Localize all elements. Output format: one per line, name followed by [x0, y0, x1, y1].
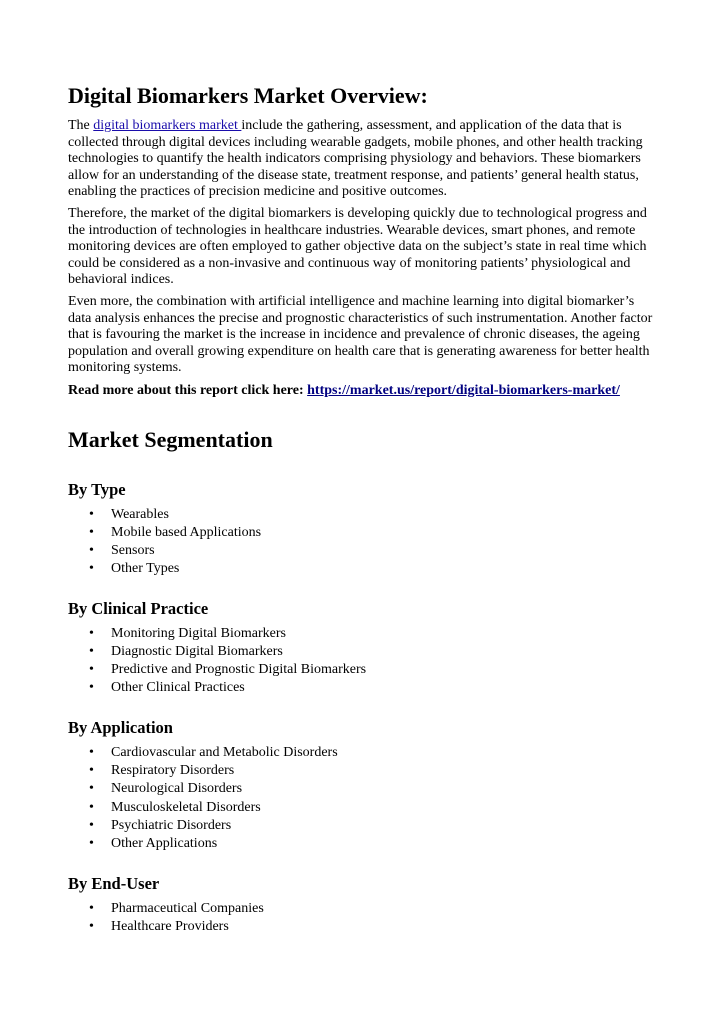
bullet-icon: •: [89, 625, 94, 641]
list-item-label: Neurological Disorders: [111, 781, 243, 797]
by-end-user-heading: By End-User: [68, 873, 160, 893]
bullet-icon: •: [89, 799, 94, 815]
bullet-icon: •: [89, 542, 94, 558]
list-item: [68, 900, 658, 918]
overview-paragraph-2: Therefore, the market of the digital biomarkers is developing quickly due to technological progress and the introduction of technologies in healthcare industries. Wearable devices, smart phones, and remote monitoring devices are often employed to gather objective data on the subject’s state in real time which could be considered as a non-invasive and continuous way of monitoring patients’ physiological and behavioral indices.: [68, 205, 647, 288]
list-item: [68, 744, 658, 762]
overview-paragraph-3: Even more, the combination with artificial intelligence and machine learning into digital biomarker’s data analysis enhances the precise and prognostic characteristics of such instrumentation. Another factor that is favouring the market is the increase in incidence and prevalence of chronic diseases, the ageing population and overall growing expenditure on health care that is generating awareness for better health monitoring systems.: [68, 293, 653, 376]
list-item-label: Other Types: [111, 560, 180, 576]
by-clinical-practice-heading: By Clinical Practice: [68, 598, 209, 618]
bullet-icon: •: [89, 781, 94, 797]
list-item-label: Wearables: [111, 506, 169, 522]
document-page: [68, 82, 658, 936]
list-item-label: Pharmaceutical Companies: [111, 900, 264, 916]
by-application-heading: By Application: [68, 718, 173, 738]
bullet-icon: •: [89, 817, 94, 833]
list-item: [68, 524, 658, 542]
bullet-icon: •: [89, 763, 94, 779]
list-item-label: Psychiatric Disorders: [111, 817, 232, 833]
bullet-icon: •: [89, 680, 94, 696]
overview-paragraph-1: [68, 118, 658, 201]
list-item-label: Healthcare Providers: [111, 918, 229, 934]
by-application-list: [68, 744, 658, 853]
bullet-icon: •: [89, 918, 94, 934]
list-item: [68, 780, 658, 798]
by-type-list: [68, 506, 658, 578]
overview-title: Digital Biomarkers Market Overview:: [68, 83, 428, 108]
list-item-label: Mobile based Applications: [111, 524, 262, 540]
by-clinical-practice-list: [68, 625, 658, 697]
by-type-heading: By Type: [68, 479, 126, 499]
list-item: [68, 643, 658, 661]
digital-biomarkers-market-link[interactable]: digital biomarkers market: [93, 118, 242, 133]
list-item: [68, 835, 658, 853]
paragraph-1-body: include the gathering, assessment, and application of the data that is collected through digital devices including wearable gadgets, mobile phones, and other health tracking technologies to quantify the health indicators comprising physiology and behaviors. These biomarkers allow for an understanding of the disease state, treatment response, and patients’ general health status, enabling the practices of precision medicine and positive outcomes.: [68, 118, 643, 200]
list-item-label: Other Applications: [111, 835, 218, 851]
list-item-label: Sensors: [111, 542, 155, 558]
list-item-label: Cardiovascular and Metabolic Disorders: [111, 745, 338, 761]
bullet-icon: •: [89, 560, 94, 576]
list-item-label: Respiratory Disorders: [111, 763, 235, 779]
bullet-icon: •: [89, 900, 94, 916]
paragraph-1-intro: The: [68, 118, 94, 133]
by-end-user-list: [68, 900, 658, 936]
bullet-icon: •: [89, 506, 94, 522]
report-link[interactable]: https://market.us/report/digital-biomarkers-market/: [307, 382, 620, 398]
market-segmentation-title: Market Segmentation: [68, 426, 273, 452]
bullet-icon: •: [89, 835, 94, 851]
list-item: [68, 560, 658, 578]
list-item: [68, 625, 658, 643]
list-item-label: Predictive and Prognostic Digital Biomarkers: [111, 662, 367, 678]
list-item: [68, 506, 658, 524]
bullet-icon: •: [89, 745, 94, 761]
list-item: [68, 817, 658, 835]
list-item-label: Diagnostic Digital Biomarkers: [111, 643, 283, 659]
list-item: [68, 918, 658, 936]
bullet-icon: •: [89, 662, 94, 678]
list-item: [68, 661, 658, 679]
list-item: [68, 762, 658, 780]
bullet-icon: •: [89, 524, 94, 540]
bullet-icon: •: [89, 643, 94, 659]
list-item: [68, 542, 658, 560]
list-item: [68, 679, 658, 697]
list-item-label: Musculoskeletal Disorders: [111, 799, 261, 815]
read-more-label: Read more about this report click here:: [68, 382, 308, 398]
list-item-label: Other Clinical Practices: [111, 680, 245, 696]
read-more-line: [68, 383, 658, 400]
list-item-label: Monitoring Digital Biomarkers: [111, 625, 286, 641]
list-item: [68, 799, 658, 817]
